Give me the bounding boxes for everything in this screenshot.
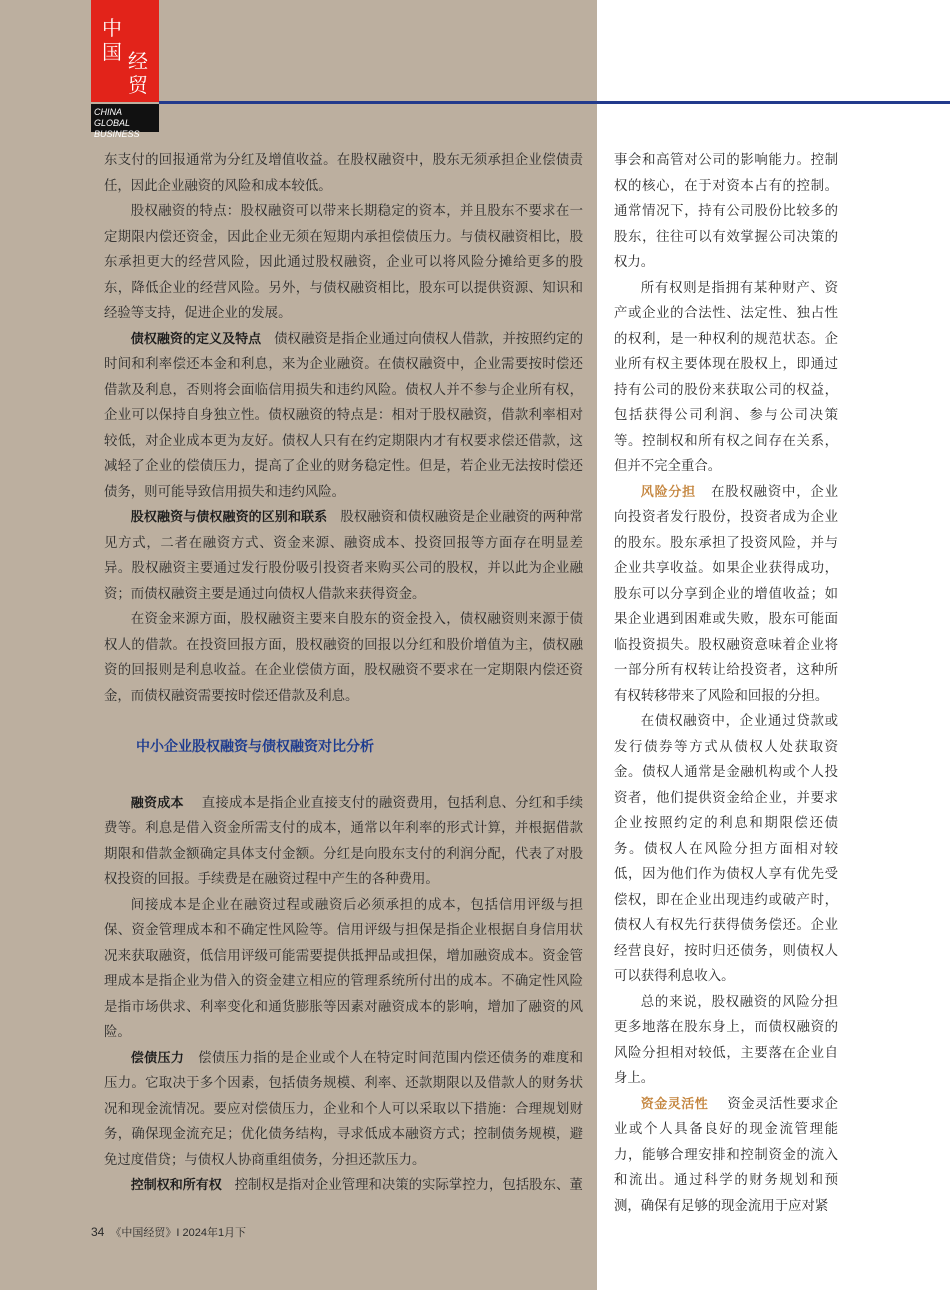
magazine-logo <box>91 0 159 102</box>
paragraph <box>104 327 583 506</box>
subheading: 债权融资的定义及特点 <box>130 331 262 347</box>
paragraph: 在债权融资中，企业通过贷款或发行债券等方式从债权人处获取资金。债权人通常是金融机构或个人投资者，他们提供资金给企业，并要求企业按照约定的利息和期限偿还债务。债权人在风险分担方面相对较低，因为他们作为债权人享有优先受偿权，即在企业出现违约或破产时，债权人有权先行获得债务偿还。企业经营良好，按时归还债务，则债权人可以获得利息收入。 <box>614 714 838 984</box>
paragraph-text: 债权融资是指企业通过向债权人借款，并按照约定的时间和利率偿还本金和利息，来为企业融资。在债权融资中，企业需要按时偿还借款及利息，否则将会面临信用损失和违约风险。债权人并不参与企业所有权，企业可以保持自身独立性。债权融资的特点是：相对于股权融资，借款利率相对较低，对企业成本更为友好。债权人只有在约定期限内才有权要求偿还借款，这减轻了企业的偿债压力，提高了企业的财务稳定性。但是，若企业无法按时偿还债务，则可能导致信用损失和违约风险。 <box>104 331 584 500</box>
page-footer <box>91 1224 246 1240</box>
paragraph-text: 直接成本是指企业直接支付的融资费用，包括利息、分红和手续费等。利息是借入资金所需支付的成本，通常以年利率的形式计算，并根据借款期限和借款金额确定具体支付金额。分红是向股东支付的利润分配，代表了对股权投资的回报。手续费是在融资过程中产生的各种费用。 <box>104 795 583 887</box>
logo-char-mao: 贸 <box>128 73 148 97</box>
header-rule <box>159 101 950 104</box>
paragraph: 总的来说，股权融资的风险分担更多地落在股东身上，而债权融资的风险分担相对较低，主要落在企业自身上。 <box>614 994 838 1086</box>
paragraph <box>104 1046 583 1174</box>
paragraph-text: 资金灵活性要求企业或个人具备良好的现金流管理能力，能够合理安排和控制资金的流入和流出。通过科学的财务规划和预测，确保有足够的现金流用于应对紧 <box>614 1096 838 1214</box>
paragraph <box>614 480 838 710</box>
paragraph-text: 股权融资和债权融资是企业融资的两种常见方式，二者在融资方式、资金来源、融资成本、投资回报等方面存在明显差异。股权融资主要通过发行股份吸引投资者来购买公司的股权，并以此为企业融资；而债权融资主要是通过向债权人借款来获得资金。 <box>104 510 583 602</box>
logo-english-text <box>94 107 159 140</box>
page-number: 34 <box>91 1225 105 1239</box>
paragraph <box>104 791 583 893</box>
logo-en-line1: CHINA GLOBAL <box>94 107 131 128</box>
subheading: 偿债压力 <box>130 1050 185 1066</box>
section-heading: 中小企业股权融资与债权融资对比分析 <box>136 739 374 755</box>
paragraph <box>104 1173 583 1199</box>
paragraph: 股权融资的特点：股权融资可以带来长期稳定的资本，并且股东不要求在一定期限内偿还资金，因此企业无须在短期内承担偿债压力。与债权融资相比，股东承担更大的经营风险，因此通过股权融资，企业可以将风险分摊给更多的股东，降低企业的经营风险。另外，与债权融资相比，股东可以提供资源、知识和经验等支持，促进企业的发展。 <box>104 204 583 321</box>
logo-english-block <box>91 104 159 139</box>
left-text-column <box>104 148 583 1199</box>
paragraph: 所有权则是指拥有某种财产、资产或企业的合法性、法定性、独占性的权利，是一种权利的规范状态。企业所有权主要体现在股权上，即通过持有公司的股份来获取公司的权益，包括获得公司利润、参与公司决策等。控制权和所有权之间存在关系，但并不完全重合。 <box>614 280 838 474</box>
paragraph: 在资金来源方面，股权融资主要来自股东的资金投入，债权融资则来源于债权人的借款。在投资回报方面，股权融资的回报以分红和股价增值为主，债权融资的回报则是利息收益。在企业偿债方面，股权融资不要求在一定期限内偿还资金，而债权融资需要按时偿还借款及利息。 <box>104 612 583 704</box>
logo-char-guo: 国 <box>102 40 122 64</box>
subheading: 资金灵活性 <box>640 1096 709 1112</box>
subheading: 控制权和所有权 <box>130 1178 222 1193</box>
subheading: 融资成本 <box>130 795 184 811</box>
paragraph: 间接成本是企业在融资过程或融资后必须承担的成本，包括信用评级与担保、资金管理成本和不确定性风险等。信用评级与担保是指企业根据自身信用状况来获取融资，低信用评级可能需要提供抵押品或担保，增加融资成本。资金管理成本是指企业为借入的资金建立相应的管理系统所付出的成本。不确定性风险是指市场供求、利率变化和通货膨胀等因素对融资成本的影响，增加了融资的风险。 <box>104 897 583 1040</box>
paragraph-text: 在股权融资中，企业向投资者发行股份，投资者成为企业的股东。股东承担了投资风险，并与企业共享收益。如果企业获得成功，股东可以分享到企业的增值收益；如果企业遇到困难或失败，股东可能面临投资损失。股权融资意味着企业将一部分所有权转让给投资者，这种所有权转移带来了风险和回报的分担。 <box>614 484 838 704</box>
paragraph-text: 控制权是指对企业管理和决策的实际掌控力，包括股东、董 <box>234 1178 583 1193</box>
subheading: 股权融资与债权融资的区别和联系 <box>130 510 328 525</box>
right-text-column <box>614 148 838 1219</box>
logo-char-zhong: 中 <box>102 16 122 40</box>
footer-publication: 《中国经贸》I 2024年1月下 <box>110 1227 247 1239</box>
logo-char-jing: 经 <box>128 49 148 73</box>
paragraph <box>614 1092 838 1220</box>
paragraph: 东支付的回报通常为分红及增值收益。在股权融资中，股东无须承担企业偿债责任，因此企业融资的风险和成本较低。 <box>104 153 583 194</box>
subheading: 风险分担 <box>640 484 696 500</box>
logo-en-line2: BUSINESS <box>94 129 140 139</box>
paragraph <box>104 505 583 607</box>
paragraph-text: 偿债压力指的是企业或个人在特定时间范围内偿还债务的难度和压力。它取决于多个因素，包括债务规模、利率、还款期限以及借款人的财务状况和现金流情况。要应对偿债压力，企业和个人可以采取以下措施：合理规划财务，确保现金流充足；优化债务结构，寻求低成本融资方式；控制债务规模，避免过度借贷；与债权人协商重组债务，分担还款压力。 <box>104 1050 583 1168</box>
paragraph: 事会和高管对公司的影响能力。控制权的核心，在于对资本占有的控制。通常情况下，持有公司股份比较多的股东，往往可以有效掌握公司决策的权力。 <box>614 153 838 270</box>
